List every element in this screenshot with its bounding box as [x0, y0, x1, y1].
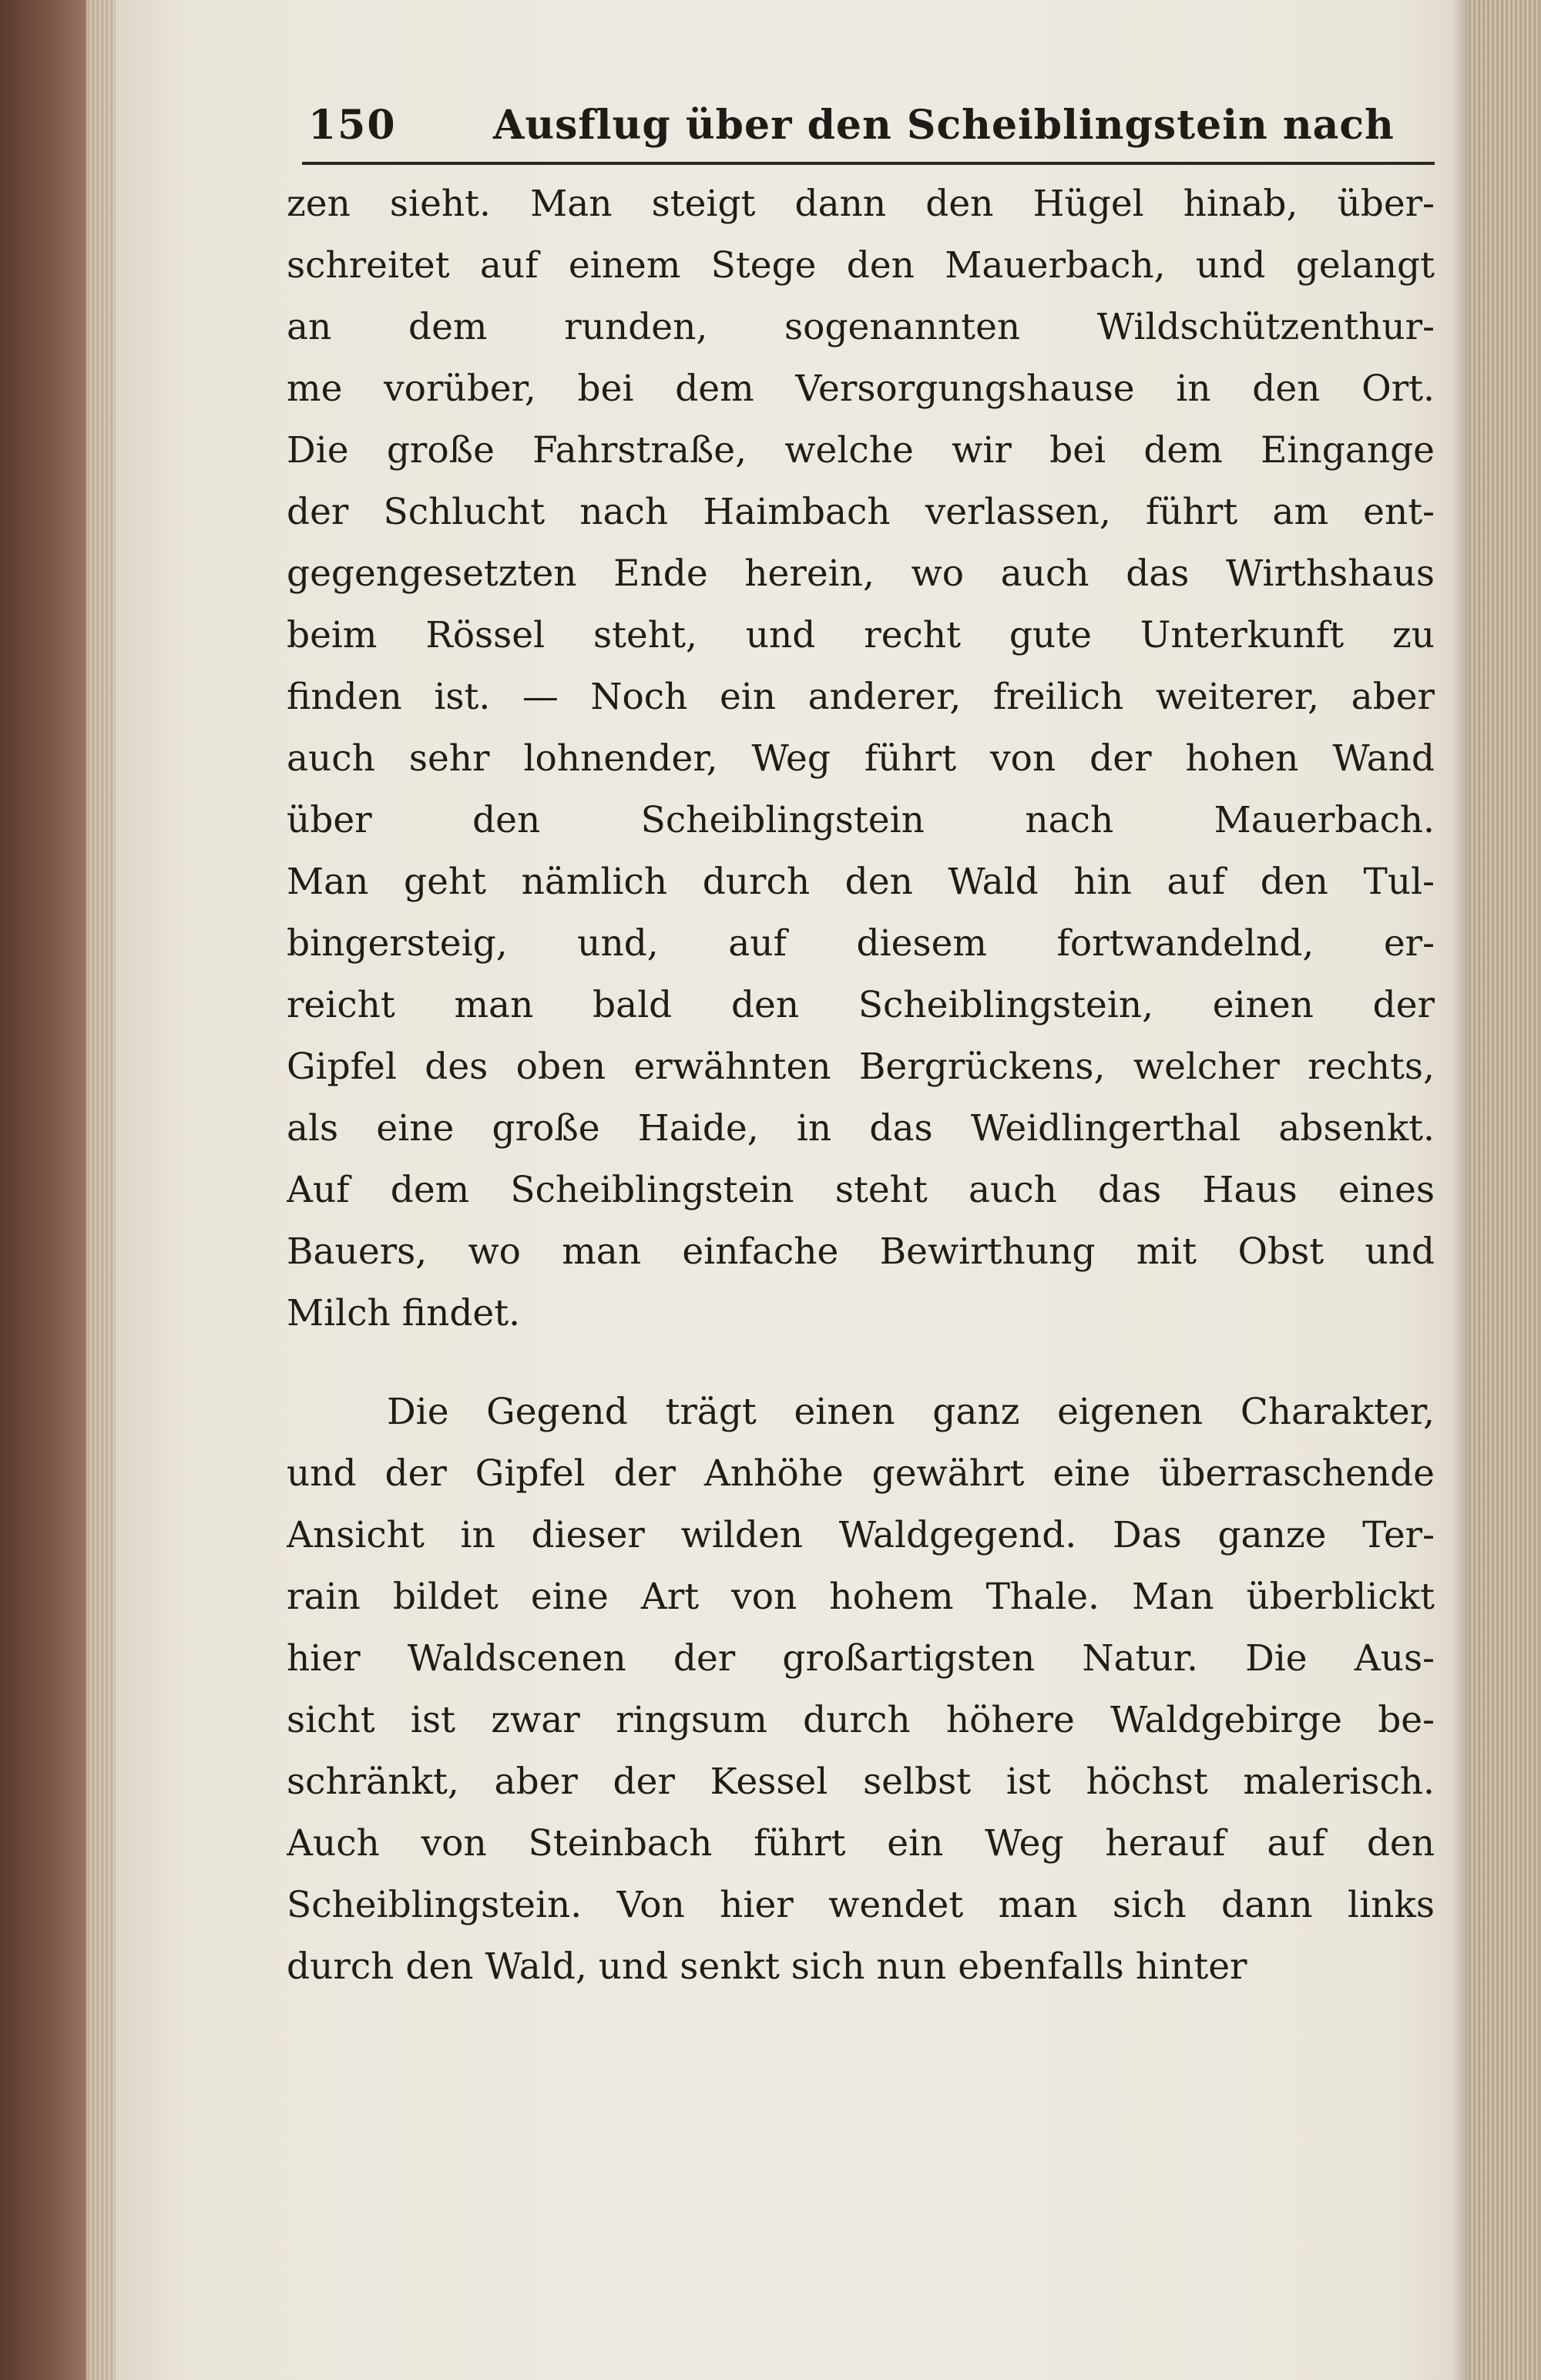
- text-line: rain bildet eine Art von hohem Thale. Man überblickt: [287, 1576, 1435, 1618]
- gutter-page-edges: [86, 0, 117, 2380]
- text-line: Scheiblingstein. Von hier wendet man sich dann links: [287, 1884, 1435, 1926]
- text-line: Gipfel des oben erwähnten Bergrückens, welcher rechts,: [287, 1046, 1435, 1088]
- running-title: Ausflug über den Scheiblingstein nach: [493, 102, 1395, 149]
- text-line: Auf dem Scheiblingstein steht auch das Haus eines: [287, 1169, 1435, 1211]
- text-line: Bauers, wo man einfache Bewirthung mit Obst und: [287, 1230, 1435, 1273]
- text-line: an dem runden, sogenannten Wildschützenthur-: [287, 306, 1435, 348]
- header-rule: [302, 162, 1435, 165]
- text-line: als eine große Haide, in das Weidlingerthal absenkt.: [287, 1107, 1435, 1150]
- text-line: hier Waldscenen der großartigsten Natur. Die Aus-: [287, 1637, 1435, 1680]
- text-line: Auch von Steinbach führt ein Weg herauf auf den: [287, 1822, 1435, 1865]
- text-line: sicht ist zwar ringsum durch höhere Waldgebirge be-: [287, 1699, 1435, 1741]
- text-line: bingersteig, und, auf diesem fortwandelnd, er-: [287, 922, 1435, 965]
- paragraph-2: [287, 1381, 1435, 1998]
- text-line: durch den Wald, und senkt sich nun ebenfalls hinter: [287, 1945, 1247, 1988]
- text-line: über den Scheiblingstein nach Mauerbach.: [287, 799, 1435, 841]
- body-text: [287, 173, 1435, 1998]
- paragraph-gap: [287, 1344, 1435, 1381]
- text-line: schränkt, aber der Kessel selbst ist höchst malerisch.: [287, 1761, 1435, 1803]
- text-line: beim Rössel steht, und recht gute Unterkunft zu: [287, 614, 1435, 656]
- text-line: zen sieht. Man steigt dann den Hügel hinab, über-: [287, 183, 1435, 225]
- page-number: 150: [308, 102, 397, 149]
- paragraph-1: [287, 173, 1435, 1344]
- text-line: Milch findet.: [287, 1292, 521, 1334]
- page-stack-edge: [1468, 0, 1541, 2380]
- text-line: der Schlucht nach Haimbach verlassen, führt am ent-: [287, 491, 1435, 533]
- text-line: und der Gipfel der Anhöhe gewährt eine überraschende: [287, 1452, 1435, 1495]
- running-head: [308, 94, 1433, 156]
- text-line: Ansicht in dieser wilden Waldgegend. Das ganze Ter-: [287, 1514, 1435, 1556]
- text-line: reicht man bald den Scheiblingstein, einen der: [287, 984, 1435, 1026]
- text-line: Die große Fahrstraße, welche wir bei dem Eingange: [287, 429, 1435, 472]
- text-line: auch sehr lohnender, Weg führt von der hohen Wand: [287, 737, 1435, 780]
- text-line: finden ist. — Noch ein anderer, freilich weiterer, aber: [287, 676, 1435, 718]
- text-line: schreitet auf einem Stege den Mauerbach, und gelangt: [287, 244, 1435, 287]
- text-line: Man geht nämlich durch den Wald hin auf den Tul-: [287, 861, 1435, 903]
- text-line: me vorüber, bei dem Versorgungshause in den Ort.: [287, 368, 1435, 410]
- text-line: gegengesetzten Ende herein, wo auch das Wirthshaus: [287, 552, 1435, 595]
- page-shadow: [1452, 0, 1468, 2380]
- text-line: Die Gegend trägt einen ganz eigenen Charakter,: [387, 1391, 1435, 1433]
